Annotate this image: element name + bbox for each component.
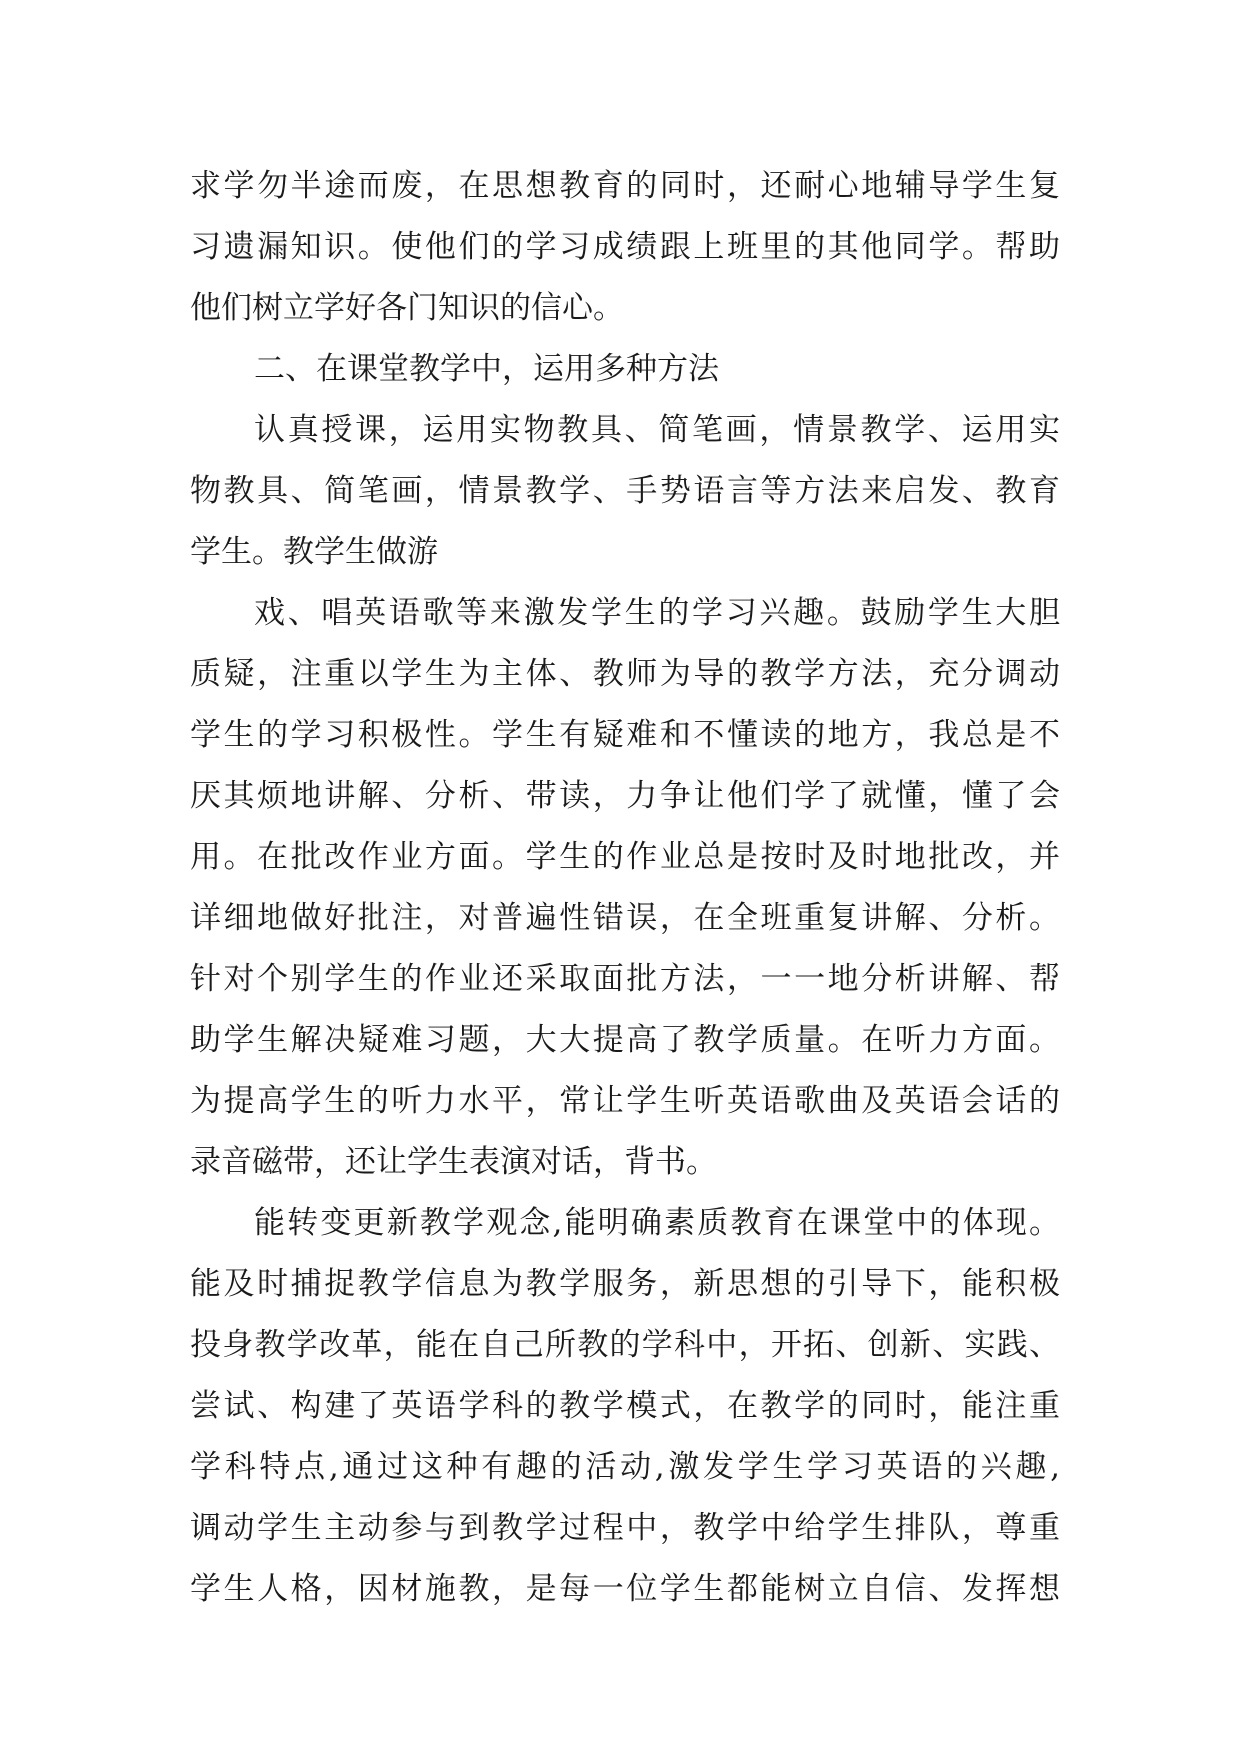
body-text (190, 156, 1060, 1620)
text-line: 质疑，注重以学生为主体、教师为导的教学方法，充分调动 (190, 656, 1060, 692)
text-line: 厌其烦地讲解、分析、带读，力争让他们学了就懂，懂了会 (190, 778, 1060, 814)
text-line: 学生。教学生做游 (190, 534, 438, 570)
text-line: 用。在批改作业方面。学生的作业总是按时及时地批改，并 (190, 839, 1060, 875)
text-line: 详细地做好批注，对普遍性错误，在全班重复讲解、分析。 (190, 900, 1060, 936)
text-line: 习遗漏知识。使他们的学习成绩跟上班里的其他同学。帮助 (190, 229, 1060, 265)
text-line: 求学勿半途而废，在思想教育的同时，还耐心地辅导学生复 (190, 168, 1060, 204)
text-line: 投身教学改革，能在自己所教的学科中，开拓、创新、实践、 (190, 1327, 1060, 1363)
text-line: 尝试、构建了英语学科的教学模式，在教学的同时，能注重 (190, 1388, 1060, 1424)
text-line: 为提高学生的听力水平，常让学生听英语歌曲及英语会话的 (190, 1083, 1060, 1119)
text-line: 戏、唱英语歌等来激发学生的学习兴趣。鼓励学生大胆 (254, 595, 1060, 631)
text-line: 录音磁带，还让学生表演对话，背书。 (190, 1144, 717, 1180)
section-heading: 二、在课堂教学中，运用多种方法 (254, 351, 719, 387)
text-line: 他们树立学好各门知识的信心。 (190, 290, 624, 326)
text-line: 调动学生主动参与到教学过程中，教学中给学生排队，尊重 (190, 1510, 1060, 1546)
text-line: 针对个别学生的作业还采取面批方法，一一地分析讲解、帮 (190, 961, 1060, 997)
text-line: 学科特点,通过这种有趣的活动,激发学生学习英语的兴趣, (190, 1449, 1060, 1485)
text-line: 能转变更新教学观念,能明确素质教育在课堂中的体现。 (254, 1205, 1060, 1241)
text-line: 学生人格，因材施教，是每一位学生都能树立自信、发挥想 (190, 1571, 1060, 1607)
text-line: 学生的学习积极性。学生有疑难和不懂读的地方，我总是不 (190, 717, 1060, 753)
text-line: 助学生解决疑难习题，大大提高了教学质量。在听力方面。 (190, 1022, 1060, 1058)
text-line: 物教具、简笔画，情景教学、手势语言等方法来启发、教育 (190, 473, 1060, 509)
text-line: 能及时捕捉教学信息为教学服务，新思想的引导下，能积极 (190, 1266, 1060, 1302)
text-line: 认真授课，运用实物教具、简笔画，情景教学、运用实 (254, 412, 1060, 448)
